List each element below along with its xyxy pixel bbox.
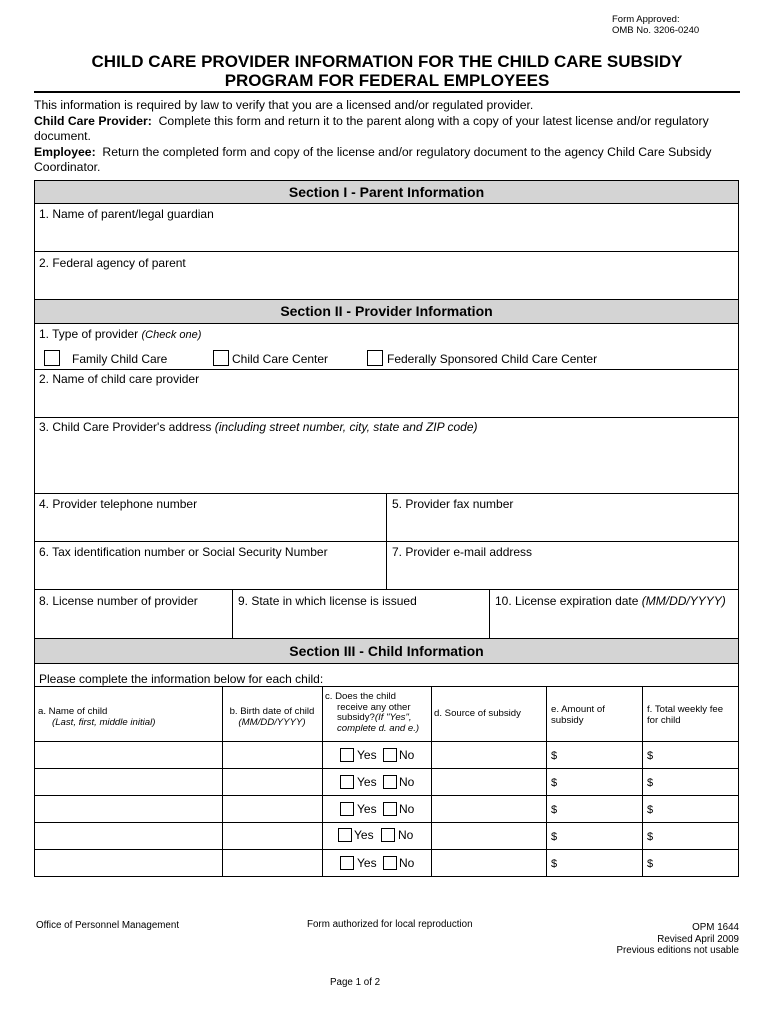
provider-name-label: 2. Name of child care provider	[39, 372, 200, 386]
subsidy-yes-checkbox[interactable]	[340, 802, 354, 816]
employee-label: Employee:	[34, 144, 96, 159]
child-name-field[interactable]	[35, 823, 221, 849]
section3-header: Section III - Child Information	[35, 639, 738, 664]
footer-form-number: OPM 1644	[692, 922, 739, 933]
provider-address-text: 3. Child Care Provider's address	[39, 420, 212, 434]
provider-address-field[interactable]	[35, 434, 738, 493]
email-field[interactable]	[388, 559, 738, 589]
title-line2: PROGRAM FOR FEDERAL EMPLOYEES	[224, 71, 550, 90]
subsidy-no-checkbox[interactable]	[383, 802, 397, 816]
col-subsidy-line1: c. Does the child	[325, 691, 396, 702]
footer-reproduction: Form authorized for local reproduction	[307, 919, 473, 930]
email-label: 7. Provider e-mail address	[392, 545, 533, 559]
col-subsidy-hint: (If "Yes",	[374, 712, 412, 723]
license-expiration-text: 10. License expiration date	[495, 594, 639, 608]
col-amount-line2: subsidy	[551, 714, 584, 726]
weekly-fee-field[interactable]	[654, 796, 738, 822]
weekly-fee-dollar: $	[647, 858, 654, 870]
section2-header: Section II - Provider Information	[35, 300, 738, 324]
subsidy-yes-checkbox[interactable]	[338, 828, 352, 842]
subsidy-yes-label: Yes	[357, 802, 377, 816]
weekly-fee-field[interactable]	[654, 769, 738, 795]
provider-label: Child Care Provider:	[34, 113, 152, 128]
page-number: Page 1 of 2	[330, 977, 381, 988]
col-subsidy-q: subsidy?	[337, 712, 375, 723]
employee-text: Return the completed form and copy of the license and/or regulatory document to the agency Child Care Subsidy Coordinator.	[34, 144, 712, 174]
subsidy-yes-checkbox[interactable]	[340, 856, 354, 870]
intro-provider	[34, 114, 740, 145]
provider-address-hint: (including street number, city, state and ZIP code)	[214, 420, 478, 434]
provider-type-hint: (Check one)	[141, 329, 202, 341]
col-birthdate-title: b. Birth date of child	[229, 706, 315, 717]
amount-field[interactable]	[558, 769, 641, 795]
provider-type-text: 1. Type of provider	[39, 327, 139, 341]
child-birthdate-field[interactable]	[223, 742, 321, 768]
agency-label: 2. Federal agency of parent	[39, 256, 186, 270]
child-birthdate-field[interactable]	[223, 850, 321, 876]
subsidy-no-checkbox[interactable]	[383, 856, 397, 870]
footer-previous: Previous editions not usable	[616, 945, 739, 956]
divider	[34, 369, 739, 370]
license-expiration-hint: (MM/DD/YYYY)	[641, 594, 726, 608]
license-number-label: 8. License number of provider	[39, 594, 198, 608]
parent-name-label: 1. Name of parent/legal guardian	[39, 207, 214, 221]
divider	[34, 589, 739, 590]
weekly-fee-dollar: $	[647, 804, 654, 816]
weekly-fee-dollar: $	[647, 777, 654, 789]
section1-header: Section I - Parent Information	[35, 181, 738, 204]
care-center-checkbox[interactable]	[213, 350, 229, 366]
subsidy-no-checkbox[interactable]	[383, 775, 397, 789]
divider	[34, 251, 739, 252]
subsidy-yes-checkbox[interactable]	[340, 748, 354, 762]
col-subsidy-line4: complete d. and e.)	[337, 722, 420, 734]
amount-dollar: $	[551, 777, 558, 789]
amount-dollar: $	[551, 804, 558, 816]
subsidy-yes-label: Yes	[354, 828, 374, 842]
subsidy-source-field[interactable]	[432, 742, 545, 768]
care-center-label: Child Care Center	[232, 352, 329, 366]
subsidy-no-label: No	[399, 775, 415, 789]
footer-agency: Office of Personnel Management	[36, 920, 180, 931]
license-expiration-label	[495, 594, 726, 608]
footer-revised: Revised April 2009	[657, 933, 739, 945]
tin-field[interactable]	[35, 559, 386, 589]
subsidy-no-label: No	[398, 828, 414, 842]
col-subsidy-line3	[325, 713, 429, 724]
provider-text: Complete this form and return it to the parent along with a copy of your latest license and/or regulatory document.	[34, 113, 709, 143]
subsidy-yes-checkbox[interactable]	[340, 775, 354, 789]
col-name-title: a. Name of child	[38, 706, 108, 717]
divider	[232, 589, 233, 638]
intro-employee	[34, 145, 740, 176]
amount-field[interactable]	[558, 850, 641, 876]
divider	[34, 686, 739, 687]
federal-center-checkbox[interactable]	[367, 350, 383, 366]
title-divider	[34, 91, 740, 93]
amount-dollar: $	[551, 858, 558, 870]
amount-field[interactable]	[558, 796, 641, 822]
subsidy-source-field[interactable]	[432, 769, 545, 795]
divider	[489, 589, 490, 638]
amount-dollar: $	[551, 831, 558, 843]
subsidy-source-field[interactable]	[432, 850, 545, 876]
weekly-fee-field[interactable]	[654, 850, 738, 876]
family-care-checkbox[interactable]	[44, 350, 60, 366]
license-number-field[interactable]	[35, 608, 231, 638]
col-birthdate-header	[222, 707, 322, 728]
weekly-fee-dollar: $	[647, 831, 654, 843]
subsidy-yes-label: Yes	[357, 856, 377, 870]
intro-line1: This information is required by law to verify that you are a licensed and/or regulated provider.	[34, 98, 534, 112]
subsidy-no-label: No	[399, 748, 415, 762]
col-source-header: d. Source of subsidy	[434, 708, 521, 719]
license-state-field[interactable]	[234, 608, 489, 638]
subsidy-source-field[interactable]	[432, 823, 545, 849]
provider-address-label	[39, 420, 478, 434]
col-weekly-fee-line1: f. Total weekly fee	[647, 704, 724, 715]
divider	[34, 417, 739, 418]
col-name-header	[38, 707, 155, 728]
weekly-fee-field[interactable]	[654, 742, 738, 768]
tin-label: 6. Tax identification number or Social Security Number	[39, 545, 328, 559]
subsidy-no-checkbox[interactable]	[383, 748, 397, 762]
child-name-field[interactable]	[35, 850, 221, 876]
subsidy-no-label: No	[399, 802, 415, 816]
col-amount-line1: e. Amount of	[551, 704, 605, 715]
amount-field[interactable]	[558, 742, 641, 768]
phone-label: 4. Provider telephone number	[39, 497, 198, 511]
child-birthdate-field[interactable]	[223, 769, 321, 795]
parent-name-field[interactable]	[35, 221, 738, 251]
footer-form-info	[560, 922, 739, 957]
federal-center-label: Federally Sponsored Child Care Center	[387, 352, 598, 366]
col-amount-header	[551, 705, 605, 726]
col-subsidy-line2: receive any other	[337, 701, 411, 713]
fax-label: 5. Provider fax number	[392, 497, 514, 511]
col-weekly-fee-header	[647, 705, 723, 726]
omb-line1: Form Approved:	[612, 14, 680, 25]
weekly-fee-dollar: $	[647, 750, 654, 762]
title-line1: CHILD CARE PROVIDER INFORMATION FOR THE CHILD CARE SUBSIDY	[91, 52, 683, 71]
subsidy-yes-label: Yes	[357, 775, 377, 789]
col-birthdate-hint: (MM/DD/YYYY)	[238, 716, 306, 728]
form-title	[34, 52, 740, 90]
fax-field[interactable]	[388, 511, 738, 541]
license-expiration-field[interactable]	[491, 608, 738, 638]
col-name-hint: (Last, first, middle initial)	[52, 716, 156, 728]
child-instruction: Please complete the information below for each child:	[39, 672, 324, 686]
family-care-label: Family Child Care	[72, 352, 168, 366]
subsidy-no-checkbox[interactable]	[381, 828, 395, 842]
amount-field[interactable]	[558, 823, 641, 849]
divider	[386, 493, 387, 589]
col-weekly-fee-line2: for child	[647, 714, 681, 726]
child-name-field[interactable]	[35, 796, 221, 822]
provider-type-label	[39, 327, 201, 342]
omb-line2: OMB No. 3206-0240	[612, 25, 700, 36]
provider-name-field[interactable]	[35, 386, 738, 417]
license-state-label: 9. State in which license is issued	[238, 594, 417, 608]
weekly-fee-field[interactable]	[654, 823, 738, 849]
subsidy-no-label: No	[399, 856, 415, 870]
agency-field[interactable]	[35, 270, 738, 299]
intro-text	[34, 98, 740, 176]
amount-dollar: $	[551, 750, 558, 762]
child-name-field[interactable]	[35, 769, 221, 795]
subsidy-source-field[interactable]	[432, 796, 545, 822]
col-subsidy-header	[325, 692, 429, 734]
omb-approval	[612, 14, 742, 36]
child-birthdate-field[interactable]	[223, 796, 321, 822]
phone-field[interactable]	[35, 511, 386, 541]
subsidy-yes-label: Yes	[357, 748, 377, 762]
child-name-field[interactable]	[35, 742, 221, 768]
child-birthdate-field[interactable]	[223, 823, 321, 849]
